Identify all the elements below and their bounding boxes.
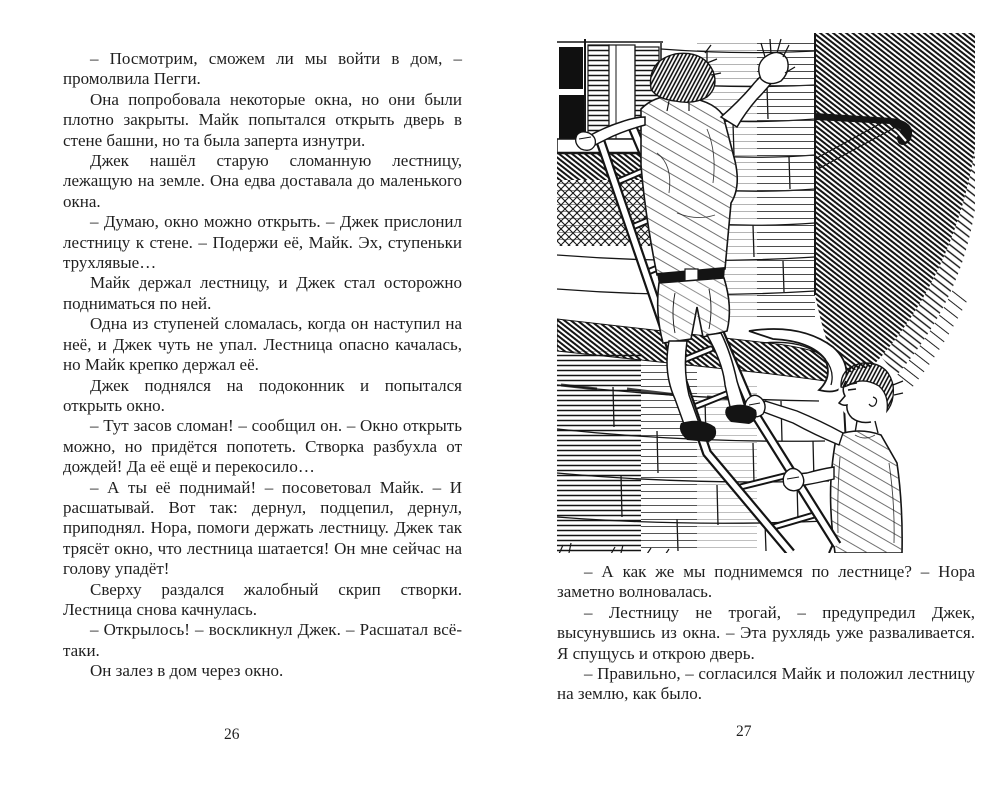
- illustration-tower-ladder: [557, 33, 975, 553]
- paragraph: Он залез в дом через окно.: [90, 661, 284, 681]
- window-pane: [559, 47, 583, 89]
- hand-on-sill: [576, 132, 596, 150]
- hair: [651, 53, 716, 102]
- boy-holding-ladder-arms: [745, 395, 843, 491]
- paragraph: – Открылось! – воскликнул Джек. – Расшатал всё-таки.: [63, 620, 462, 660]
- paragraph: Она попробовала некоторые окна, но они были плотно закрыты. Майк попытался открыть дверь в стене башни, но та была заперта изнутри.: [63, 89, 462, 150]
- paragraph: Сверху раздался жалобный скрип створки. Лестница снова качнулась.: [63, 579, 462, 619]
- hand-grip: [783, 469, 804, 491]
- paragraph: – Лестницу не трогай, – предупредил Джек, высунувшись из окна. – Эта рухлядь уже разваливается. Я спущусь и открою дверь.: [557, 602, 975, 663]
- paragraph: – А ты её поднимай! – посоветовал Майк. – И расшатывай. Вот так: дернул, подцепил, дернул, приподнял. Нора, помоги держать лестницу. Джек так трясёт окно, что лестница шатается! Он мне сейчас на голову упадёт!: [63, 477, 462, 579]
- paragraph: – Тут засов сломан! – сообщил он. – Окно открыть можно, но придётся попотеть. Створка разбухла от дождей! Да её ещё и перекосило…: [63, 416, 462, 477]
- illustration-ladder-scene: [557, 33, 975, 553]
- page-number-right: 27: [736, 723, 752, 740]
- paragraph: – Думаю, окно можно открыть. – Джек прислонил лестницу к стене. – Подержи её, Майк. Эх, ступеньки трухлявые…: [63, 212, 462, 273]
- paragraph: Одна из ступеней сломалась, когда он наступил на неё, и Джек чуть не упал. Лестница опасно качалась, но Майк крепко держал её.: [63, 314, 462, 375]
- belt-buckle: [685, 269, 698, 281]
- paragraph: – Посмотрим, сможем ли мы войти в дом, – промолвила Пегги.: [63, 49, 462, 89]
- paragraph: Джек поднялся на подоконник и попытался открыть окно.: [63, 375, 462, 415]
- page-number-left: 26: [224, 726, 240, 743]
- paragraph: – Правильно, – согласился Майк и положил лестницу на землю, как было.: [557, 664, 975, 704]
- right-page-text-column: [557, 562, 975, 705]
- paragraph: Джек нашёл старую сломанную лестницу, лежащую на земле. Она едва доставала до маленького окна.: [63, 151, 462, 211]
- boy-holding-ladder: [831, 363, 903, 553]
- left-page-text-column: [63, 49, 462, 682]
- paragraph: Майк держал лестницу, и Джек стал осторожно подниматься по ней.: [63, 273, 462, 313]
- background-shadow-arch: [815, 33, 975, 389]
- paragraph: – А как же мы поднимемся по лестнице? – Нора заметно волновалась.: [557, 562, 975, 602]
- shutter-slats: [588, 45, 609, 139]
